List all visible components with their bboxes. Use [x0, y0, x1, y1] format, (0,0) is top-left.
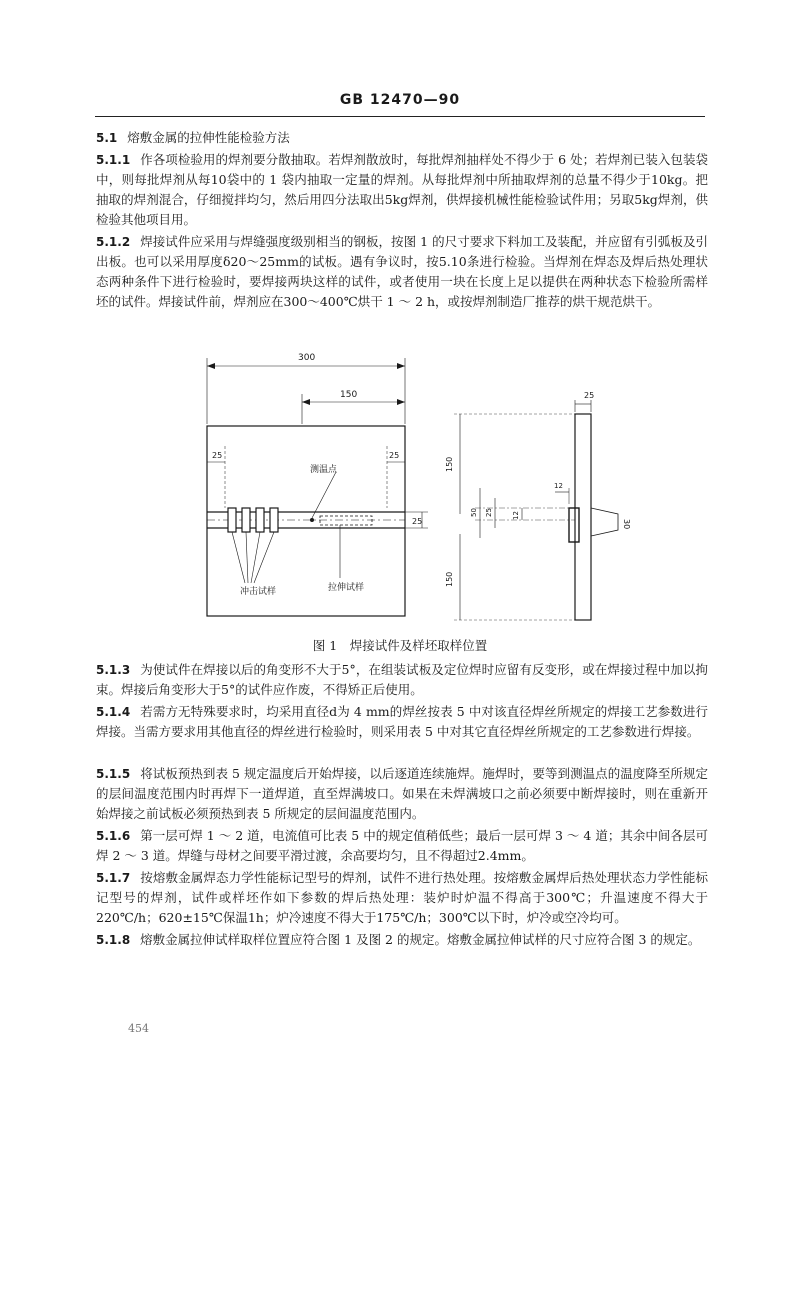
side-25-top-label: 25 — [584, 391, 595, 400]
section-number: 5.1.6 — [96, 829, 131, 843]
tensile-specimen-label: 拉伸试样 — [328, 583, 365, 593]
side-30-label: 30 — [622, 519, 631, 530]
section-text: 按熔敷金属焊态力学性能标记型号的焊剂，试件不进行热处理。按熔敷金属焊后热处理状态力学性能标记型号的焊剂，试件或样坯作如下参数的焊后热处理：装炉时炉温不得高于300℃；升温速度不得大于220℃/h；620±15℃保温1h；炉冷速度不得大于175℃/h；300℃以下时，炉冷或空冷均可。 — [96, 870, 708, 925]
dim-300-label: 300 — [298, 353, 316, 363]
section-5-1-8 — [96, 930, 708, 950]
plate-top-view — [207, 426, 405, 616]
section-text: 将试板预热到表 5 规定温度后开始焊接，以后逐道连续施焊。施焊时，要等到测温点的温度降至所规定的层间温度范围内时再焊下一道焊道，直至焊满坡口。如果在未焊满坡口之前必须要中断焊接时，则在重新开始焊接之前试板必须预热到表 5 所规定的层间温度范围内。 — [96, 766, 708, 821]
section-5-1-3 — [96, 660, 708, 700]
section-5-1-7 — [96, 868, 708, 928]
section-number: 5.1.3 — [96, 663, 131, 677]
plate-side-view — [575, 414, 591, 620]
section-number: 5.1.2 — [96, 235, 131, 249]
section-5-1-4 — [96, 702, 708, 742]
side-150-lower-label: 150 — [445, 571, 454, 587]
impact-specimen-label: 冲击试样 — [240, 587, 277, 597]
header-rule — [95, 116, 705, 117]
section-5-1-6 — [96, 826, 708, 866]
section-number: 5.1.5 — [96, 767, 131, 781]
dim-25-left-label: 25 — [212, 451, 223, 460]
section-5-1-2 — [96, 232, 708, 312]
document-header: GB 12470—90 — [339, 92, 461, 108]
section-text: 焊接试件应采用与焊缝强度级别相当的钢板，按图 1 的尺寸要求下料加工及装配，并应留有引弧板及引出板。也可以采用厚度δ20～25mm的试板。遇有争议时，按5.10条进行检验。当焊剂在焊态及焊后热处理状态两种条件下进行检验时，要焊接两块这样的试件，或者使用一块在长度上足以提供在两种状态下检验所需样坯的试件。焊接试件前，焊剂应在300～400℃烘干 1 ～ 2 h，或按焊剂制造厂推荐的烘干规范烘干。 — [96, 234, 708, 309]
figure-caption: 图 1 焊接试件及样坯取样位置 — [312, 638, 488, 653]
dim-25-right-label: 25 — [389, 451, 400, 460]
section-5-1-1 — [96, 150, 708, 230]
section-5-1 — [96, 128, 708, 148]
section-number: 5.1.1 — [96, 153, 131, 167]
temp-point-label: 测温点 — [310, 465, 338, 475]
side-50-label: 50 — [470, 508, 478, 517]
side-150-upper-label: 150 — [445, 456, 454, 472]
section-text: 熔敷金属拉伸试样取样位置应符合图 1 及图 2 的规定。熔敷金属拉伸试样的尺寸应符合图 3 的规定。 — [140, 932, 701, 947]
side-12-vert-label: 12 — [512, 511, 520, 520]
figure-1 — [190, 338, 630, 630]
section-number: 5.1.7 — [96, 871, 131, 885]
section-text: 作各项检验用的焊剂要分散抽取。若焊剂散放时，每批焊剂抽样处不得少于 6 处；若焊剂已装入包装袋中，则每批焊剂从每10袋中的 1 袋内抽取一定量的焊剂。从每批焊剂中所抽取焊剂的总量不得少于10kg。把抽取的焊剂混合，仔细搅拌均匀，然后用四分法取出5kg焊剂，供焊接机械性能检验试件用；另取5kg焊剂，供检验其他项目用。 — [96, 152, 708, 227]
section-number: 5.1 — [96, 131, 118, 145]
side-25-label: 25 — [485, 508, 493, 517]
section-number: 5.1.4 — [96, 705, 131, 719]
section-text: 为使试件在焊接以后的角变形不大于5°，在组装试板及定位焊时应留有反变形，或在焊接过程中加以拘束。焊接后角变形大于5°的试件应作废，不得矫正后使用。 — [96, 662, 708, 697]
section-number: 5.1.8 — [96, 933, 131, 947]
section-title: 熔敷金属的拉伸性能检验方法 — [127, 130, 290, 145]
section-5-1-5 — [96, 764, 708, 824]
dim-25-weld-label: 25 — [412, 517, 423, 526]
dim-150-top-label: 150 — [340, 390, 358, 400]
section-text: 第一层可焊 1 ～ 2 道，电流值可比表 5 中的规定值稍低些；最后一层可焊 3 ～ 4 道；其余中间各层可焊 2 ～ 3 道。焊缝与母材之间要平滑过渡，余高要均匀，且不得超过2.4mm。 — [96, 828, 708, 863]
side-12-horiz-label: 12 — [554, 482, 563, 490]
section-text: 若需方无特殊要求时，均采用直径d为 4 mm的焊丝按表 5 中对该直径焊丝所规定的焊接工艺参数进行焊接。当需方要求用其他直径的焊丝进行检验时，则采用表 5 中对其它直径焊丝所规定的工艺参数进行焊接。 — [96, 704, 708, 739]
page-number: 454 — [128, 1022, 149, 1035]
